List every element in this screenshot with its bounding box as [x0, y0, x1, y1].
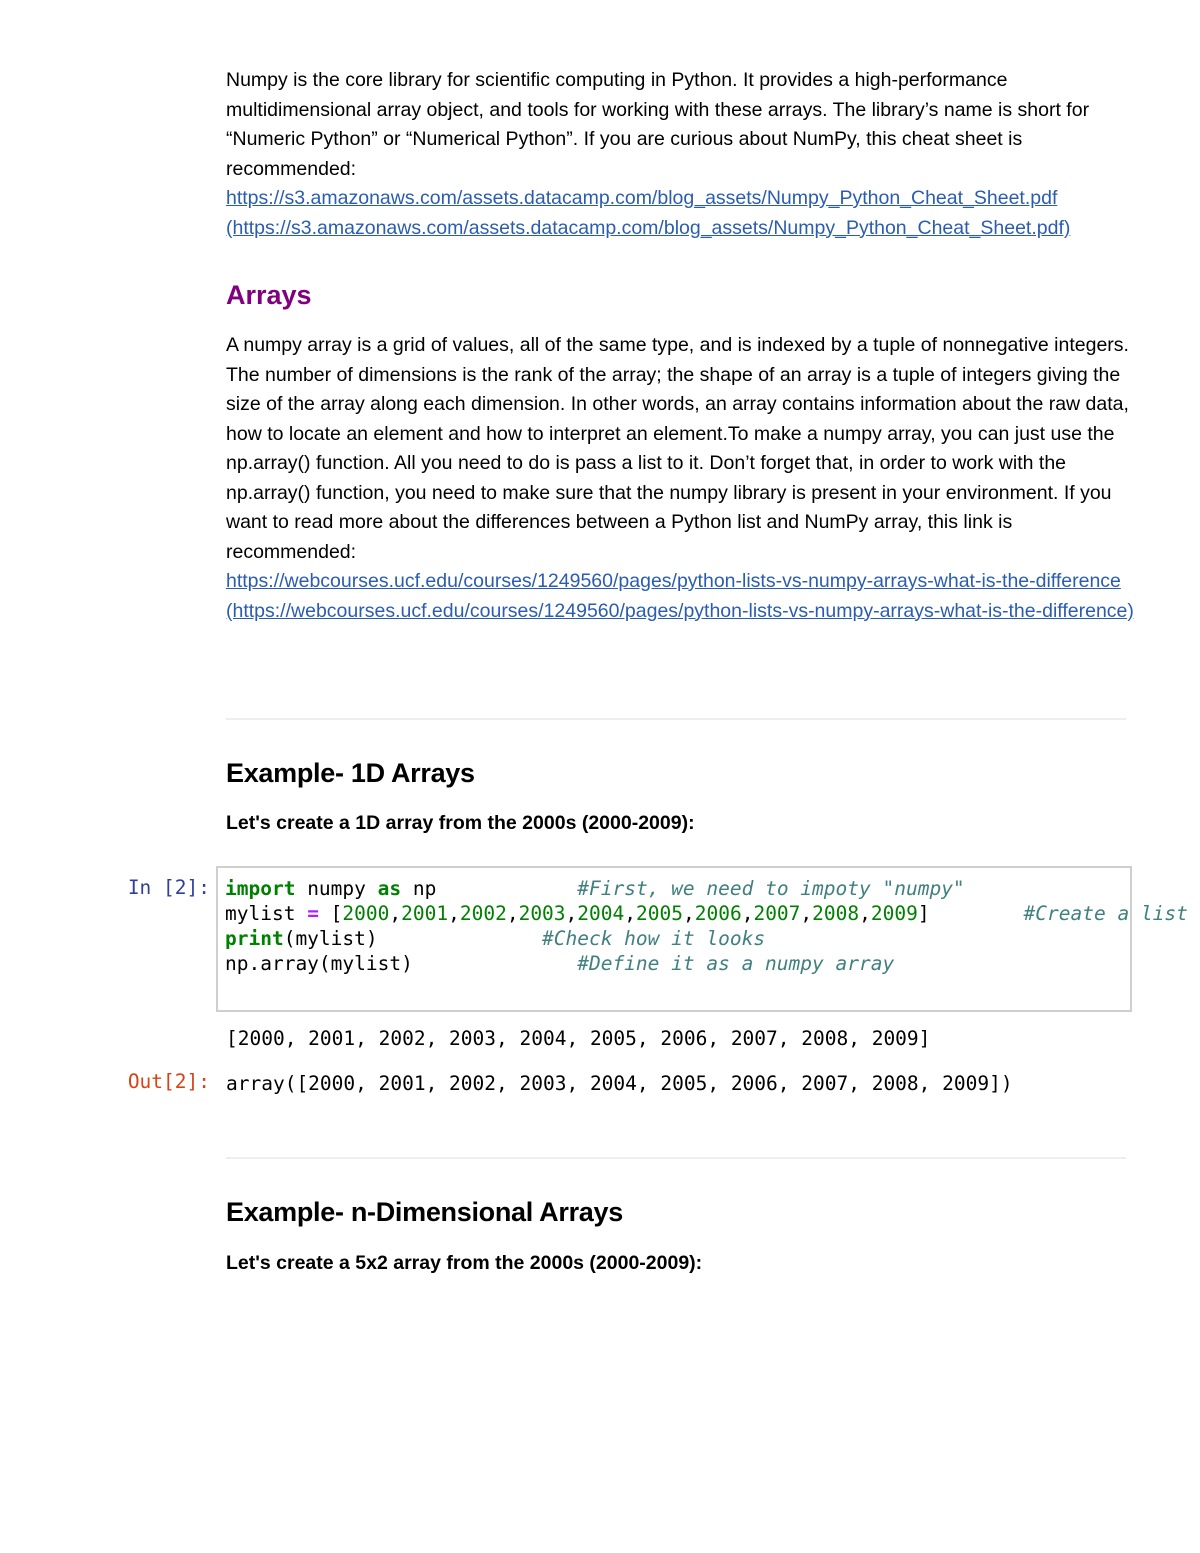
code-token: [ [318, 902, 343, 925]
code-space [413, 952, 577, 975]
example2-heading-wrap [226, 1197, 1136, 1228]
cheat-sheet-link-paren[interactable]: (https://s3.amazonaws.com/assets.datacamp.com/blog_assets/Numpy_Python_Cheat_Sheet.pdf) [226, 216, 1071, 239]
code-keyword: import [225, 877, 296, 900]
example1-sub-wrap [226, 812, 1136, 835]
code-comment: #Check how it looks [542, 927, 766, 950]
cell-divider [226, 1157, 1126, 1159]
code-number: 2007 [753, 902, 801, 925]
code-comment: #First, we need to impoty "numpy" [577, 877, 965, 900]
stdout-output [226, 1026, 930, 1051]
lists-vs-arrays-link[interactable]: https://webcourses.ucf.edu/courses/1249560/pages/python-lists-vs-numpy-arrays-what-is-the-difference (https://webcourses.ucf.edu/courses/1249560/pages/python-lists-vs-numpy-arrays-what-is-the-difference) [226, 570, 1134, 622]
example2-sub-wrap [226, 1252, 1136, 1275]
code-number-list [342, 902, 917, 925]
code-comma: , [565, 902, 578, 925]
code-token: np [401, 877, 437, 900]
code-comma: , [448, 902, 460, 925]
code-token: numpy [295, 877, 378, 900]
result-text: array([2000, 2001, 2002, 2003, 2004, 2005, 2006, 2007, 2008, 2009]) [226, 1072, 1013, 1095]
code-comma: , [389, 902, 402, 925]
code-number: 2004 [577, 902, 625, 925]
code-comma: , [682, 902, 695, 925]
cell-divider [226, 718, 1126, 720]
example1-heading: Example- 1D Arrays [226, 758, 475, 788]
code-comment: #Define it as a numpy array [577, 952, 895, 975]
code-number: 2000 [342, 902, 390, 925]
code-comma: , [506, 902, 519, 925]
code-comma: , [859, 902, 871, 925]
code-number: 2003 [518, 902, 566, 925]
code-comma: , [624, 902, 637, 925]
code-token: np.array(mylist) [225, 952, 413, 975]
code-number: 2001 [401, 902, 449, 925]
code-comment: #Create a list [1023, 902, 1188, 925]
arrays-section [226, 331, 1136, 626]
arrays-paragraph [226, 331, 1136, 626]
cheat-sheet-link[interactable]: https://s3.amazonaws.com/assets.datacamp.com/blog_assets/Numpy_Python_Cheat_Sheet.pdf [226, 187, 1058, 209]
output-prompt: Out[2]: [127, 1070, 210, 1093]
code-operator: = [307, 902, 319, 925]
code-comma: , [800, 902, 813, 925]
arrays-text: A numpy array is a grid of values, all of the same type, and is indexed by a tuple of nonnegative integers. The number of dimensions is the rank of the array; the shape of an array is a tuple of integers giving the size of the array along each dimension. In other words, an array contains information about the raw data, how to locate an element and how to interpret an element.To make a numpy array, you can just use the np.array() function. All you need to do is pass a list to it. Don’t forget that, in order to work with the np.array() function, you need to make sure that the numpy library is present in your environment. If you want to read more about the differences between a Python list and NumPy array, this link is recommended: [226, 334, 1129, 563]
example2-heading: Example- n-Dimensional Arrays [226, 1197, 623, 1227]
code-space [436, 877, 577, 900]
arrays-heading-wrap [226, 280, 1136, 311]
code-keyword: as [377, 877, 402, 900]
example2-subheading: Let's create a 5x2 array from the 2000s (2000-2009): [226, 1252, 703, 1274]
intro-paragraph [226, 66, 1136, 243]
code-token: (mylist) [283, 927, 378, 950]
result-output [226, 1071, 1013, 1096]
code-number: 2006 [694, 902, 742, 925]
intro-text: Numpy is the core library for scientific computing in Python. It provides a high-performance multidimensional array object, and tools for working with these arrays. The library’s name is short for “Numeric Python” or “Numerical Python”. If you are curious about NumPy, this cheat sheet is recommended: [226, 69, 1090, 180]
example1-heading-wrap [226, 758, 1136, 789]
code-number: 2009 [870, 902, 918, 925]
stdout-text: [2000, 2001, 2002, 2003, 2004, 2005, 2006, 2007, 2008, 2009] [226, 1027, 931, 1050]
code-number: 2005 [636, 902, 683, 925]
code-space [930, 902, 1024, 925]
code-space [378, 927, 542, 950]
code-comma: , [741, 902, 754, 925]
code-builtin: print [225, 927, 284, 950]
arrays-heading: Arrays [226, 280, 312, 310]
code-number: 2002 [459, 902, 507, 925]
code-number: 2008 [812, 902, 860, 925]
example1-subheading: Let's create a 1D array from the 2000s (2000-2009): [226, 812, 695, 834]
code-text [225, 876, 1188, 976]
code-token: mylist [225, 902, 308, 925]
code-token: ] [917, 902, 930, 925]
intro-section [226, 66, 1136, 243]
input-prompt: In [2]: [127, 876, 210, 899]
code-cell-input[interactable] [216, 866, 1188, 1012]
